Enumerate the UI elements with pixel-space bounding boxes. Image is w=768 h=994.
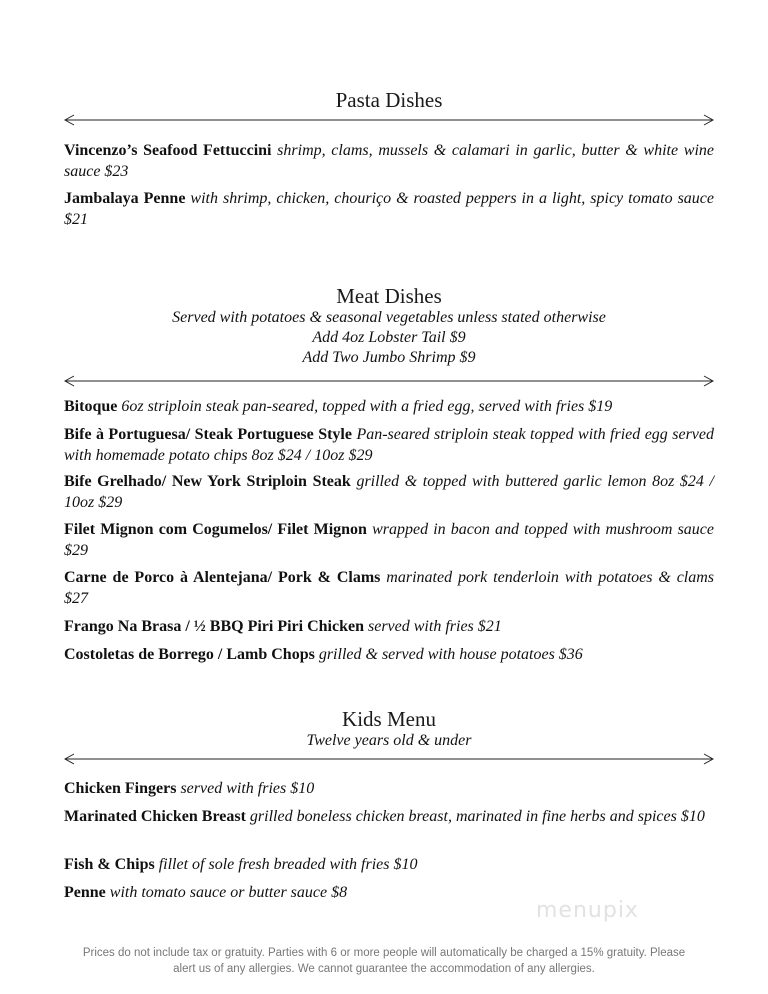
menu-item-desc: served with fries $21: [368, 618, 502, 635]
footer-disclaimer: [40, 945, 728, 977]
menupix-watermark: menupix: [536, 898, 639, 923]
menu-item: [64, 645, 714, 666]
menu-item: [64, 472, 714, 513]
menu-item-desc: marinated pork tenderloin with potatoes & clams $27: [64, 569, 715, 607]
menu-item-name: Penne: [64, 884, 106, 901]
menu-item: [64, 568, 714, 609]
menu-item-desc: fillet of sole fresh breaded with fries $10: [158, 856, 418, 873]
menu-item-name: Chicken Fingers: [64, 780, 177, 797]
menu-item: [64, 779, 714, 800]
menu-item: [64, 807, 714, 828]
kids-section-title: Kids Menu: [342, 707, 436, 731]
menu-item-desc: wrapped in bacon and topped with mushroom sauce $29: [64, 521, 714, 559]
menu-item-name: Bife Grelhado/ New York Striploin Steak: [64, 473, 351, 490]
meat-addon-lobster: Add 4oz Lobster Tail $9: [312, 329, 466, 346]
menu-item-name: Jambalaya Penne: [64, 190, 186, 207]
menu-item-name: Fish & Chips: [64, 856, 155, 873]
menu-item-desc: with tomato sauce or butter sauce $8: [109, 884, 348, 901]
kids-divider-arrow: [64, 753, 714, 765]
pasta-section-title: Pasta Dishes: [335, 88, 443, 112]
footer-line-1: Prices do not include tax or gratuity. Parties with 6 or more people will automatically be charged a 15% gratuity. Please: [82, 947, 686, 959]
menu-item-desc: Pan-seared striploin steak topped with fried egg served with homemade potato chips 8oz $24 / 10oz $29: [64, 426, 715, 464]
menu-item-name: Bitoque: [64, 398, 118, 415]
menu-item: [64, 189, 714, 230]
menu-item-desc: 6oz striploin steak pan-seared, topped with a fried egg, served with fries $19: [121, 398, 613, 415]
meat-section-title: Meat Dishes: [336, 284, 442, 308]
menu-item-name: Carne de Porco à Alentejana/ Pork & Clams: [64, 569, 381, 586]
kids-section-header: [64, 707, 714, 751]
menu-item: [64, 141, 714, 182]
kids-subtitle: Twelve years old & under: [306, 732, 472, 749]
menu-item-name: Marinated Chicken Breast: [64, 808, 246, 825]
footer-line-2: alert us of any allergies. We cannot guarantee the accommodation of any allergies.: [173, 963, 595, 975]
menu-item-desc: shrimp, clams, mussels & calamari in garlic, butter & white wine sauce $23: [64, 142, 714, 180]
menu-item-name: Bife à Portuguesa/ Steak Portuguese Style: [64, 426, 352, 443]
meat-divider-arrow: [64, 375, 714, 387]
menu-item-desc: grilled & served with house potatoes $36: [318, 646, 583, 663]
menu-item: [64, 425, 714, 466]
menu-item-name: Vincenzo’s Seafood Fettuccini: [64, 142, 272, 159]
menu-item-desc: with shrimp, chicken, chouriço & roasted peppers in a light, spicy tomato sauce $21: [64, 190, 715, 228]
pasta-section-header: [64, 88, 714, 112]
menu-item: [64, 855, 714, 876]
menu-item-desc: served with fries $10: [180, 780, 315, 797]
meat-subtitle: Served with potatoes & seasonal vegetables unless stated otherwise: [172, 309, 606, 326]
menu-item-name: Costoletas de Borrego / Lamb Chops: [64, 646, 315, 663]
menu-item-name: Frango Na Brasa / ½ BBQ Piri Piri Chicken: [64, 618, 364, 635]
menu-item: [64, 617, 714, 638]
menu-item-name: Filet Mignon com Cogumelos/ Filet Mignon: [64, 521, 367, 538]
meat-addon-shrimp: Add Two Jumbo Shrimp $9: [302, 349, 476, 366]
pasta-divider-arrow: [64, 114, 714, 126]
meat-section-header: [64, 284, 714, 368]
menu-item: [64, 397, 714, 418]
menu-item-desc: grilled boneless chicken breast, marinated in fine herbs and spices $10: [249, 808, 705, 825]
menu-item: [64, 520, 714, 561]
menu-item-desc: grilled & topped with buttered garlic lemon 8oz $24 / 10oz $29: [64, 473, 714, 511]
